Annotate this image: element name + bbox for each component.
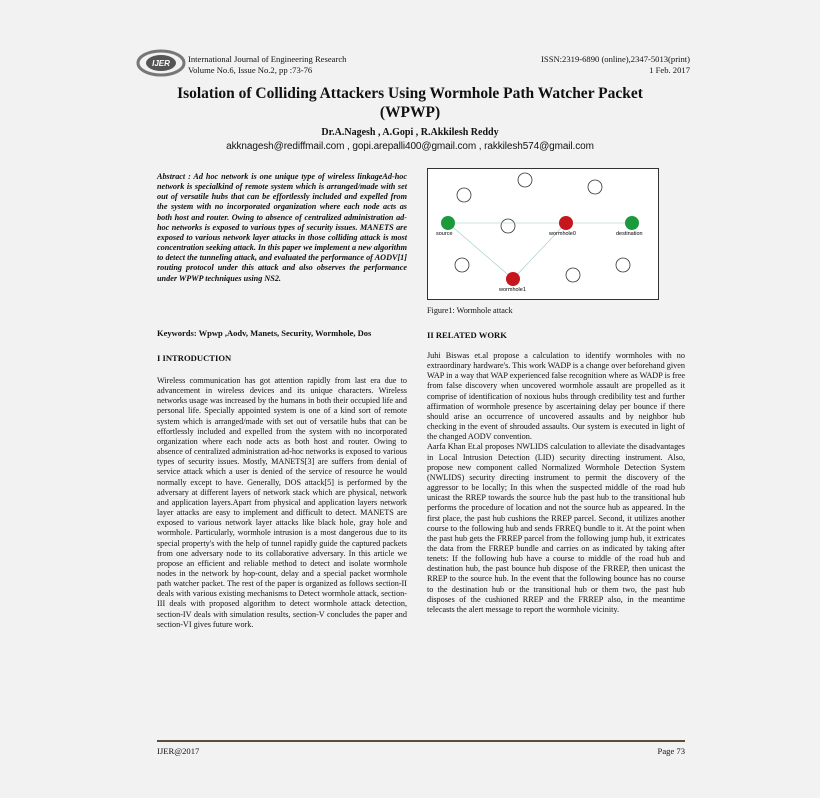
title-line-1: Isolation of Colliding Attackers Using Wormhole Path Watcher Packet (177, 85, 643, 102)
introduction-heading: I INTRODUCTION (157, 353, 232, 363)
page-number: Page 73 (657, 746, 685, 756)
footer-rule (157, 740, 685, 742)
node (518, 173, 532, 187)
journal-header (130, 44, 690, 84)
issn-info (541, 54, 690, 76)
source-node (441, 216, 455, 230)
source-label: source (436, 231, 453, 237)
paper-page (130, 36, 690, 766)
journal-volume: Volume No.6, Issue No.2, pp :73-76 (188, 65, 313, 75)
node (501, 219, 515, 233)
wormhole0-node (559, 216, 573, 230)
wormhole1-label: wormhole1 (499, 287, 526, 293)
issn: ISSN:2319-6890 (online),2347-5013(print) (541, 54, 690, 64)
author-emails: akknagesh@rediffmail.com , gopi.arepalli400@gmail.com , rakkilesh574@gmail.com (226, 141, 594, 152)
figure-caption: Figure1: Wormhole attack (427, 306, 513, 315)
keywords: Keywords: Wpwp ,Aodv, Manets, Security, Wormhole, Dos (157, 328, 372, 338)
destination-label: destination (616, 231, 643, 237)
wormhole1-node (506, 272, 520, 286)
paper-title (130, 84, 690, 122)
node (566, 268, 580, 282)
title-line-2: (WPWP) (379, 104, 441, 121)
related-paragraph-2: Aarfa Khan Et.al proposes NWLIDS calculation to alleviate the disadvantages in Local Intrusion Detection (LID) security directing instrument. Also, propose new component called Normalized Wormhole Detection System (NWLIDS) security directing instrument to permit the discovery of the aggressor to be locally; In this when the suspected middle of the road hub unicast the RREP towards the source hub the past hub to the transitional hub performs the procedure of location and not the source hub as appeared. In the first place, the past hub cushions the RREP parcel. Second, it utilizes another course to the following hub and sends FRREQ bundle to it. At the point when the past hub gets the FRREP parcel from the following jump hub, it extricates the data from the FRREP bundle and carries on as indicated by taking after tenets: If the following hub have a course to middle of the road hub and destination hub, the past bounce hub dispose of the FRREP, then unicast the RREP to the source hub. In the event that the following bounce has no course to the destination hub or the transitional hub or them two, the past hub disposes of the cushioned RREP and the FRREP also, in the meantime telecasts the alert message to report the wormhole vicinity. (427, 442, 685, 614)
abstract: Abstract : Ad hoc network is one unique type of wireless linkageAd-hoc network is specialkind of remote system which is arranged/made with set out of versatile hubs that can be effortlessly included and expelled from the system with no incorporated organization where each node acts as both host and router. Owing to absence of centralized administration ad-hoc networks is exposed to various types of security issues. MANETS are exposed to various network layer attacks in those colliding attack is most concentration seeking attack. In this paper we implement a new algorithm to detect the tunneling attack, and evaluated the performance of AODV[1] routing protocol under this attack and also observes the performance under WPWP techniques using NS2. (157, 172, 407, 283)
journal-name: International Journal of Engineering Research (188, 54, 347, 64)
wormhole0-label: wormhole0 (549, 231, 576, 237)
related-work-body (427, 351, 685, 615)
node (457, 188, 471, 202)
node (616, 258, 630, 272)
authors: Dr.A.Nagesh , A.Gopi , R.Akkilesh Reddy (321, 127, 499, 138)
wormhole-attack-figure (427, 168, 659, 300)
related-paragraph-1: Juhi Biswas et.al propose a calculation to identify wormholes with no extraordinary hardware's. This work WADP is a change over beforehand given WAP in a way that WAP experienced false recognition where as WADP is free from false discovery when uncovered wormhole assault are propelled as it comprise of identification of noxious hubs through credibility test and further affirmation of wormhole presence by ascertaining delay per bounce if there should arise an occurrence of uncovered assaults and by neighbor hub checking in the event of shrouded assaults. Our system is executed in light of the changed AODV convention. (427, 351, 685, 442)
ijer-logo (136, 48, 186, 78)
related-work-heading: II RELATED WORK (427, 330, 507, 340)
journal-info (188, 54, 346, 76)
footer-journal: IJER@2017 (157, 746, 200, 756)
node (588, 180, 602, 194)
introduction-body: Wireless communication has got attention rapidly from last era due to advancement in wireless devices and its unique characters. Wireless networks usage was increased by the humans in both their occupied life and personal life. Specially appointed system is one of a kind sort of remote system which is arranged/made with set out of versatile hubs that can be effortlessly included and expelled from the system with no incorporated organization where each node acts as both host and router. Owing to absence of centralized administration ad-hoc networks is exposed to various types of security issues. Mostly, MANETS[3] are suffers from denial of service attack which a user is denied of the service of resource he would normally except to have. Generally, DOS attack[5] is performed by the adversary at different layers of network stack which are physical, network and application layers.Apart from physical and application layers network layer attacks are easy to implement and difficult to detect. MANETS are exposed to various network layer attacks like black hole, gray hole and wormhole. Particularly, wormhole intrusion is a most dangerous due to its special property's with the help of tunnel rapidly guide the captured packets from one adversary node to its collaborative adversary. In this article we propose an efficient and reliable method to detect and isolate wormhole nodes in the network by hop-count, delay and a special packet wormhole path watcher packet. The rest of the paper is organized as follows section-II deals with various existing mechanisms to Detect wormhole attack, section-III deals with proposed algorithm to detect wormhole attack detection, section-IV deals with simulation results, section-V concludes the paper and section-VI gives future work. (157, 376, 407, 629)
node (455, 258, 469, 272)
issue-date: 1 Feb. 2017 (649, 65, 690, 75)
logo-text: IJER (152, 59, 170, 68)
destination-node (625, 216, 639, 230)
